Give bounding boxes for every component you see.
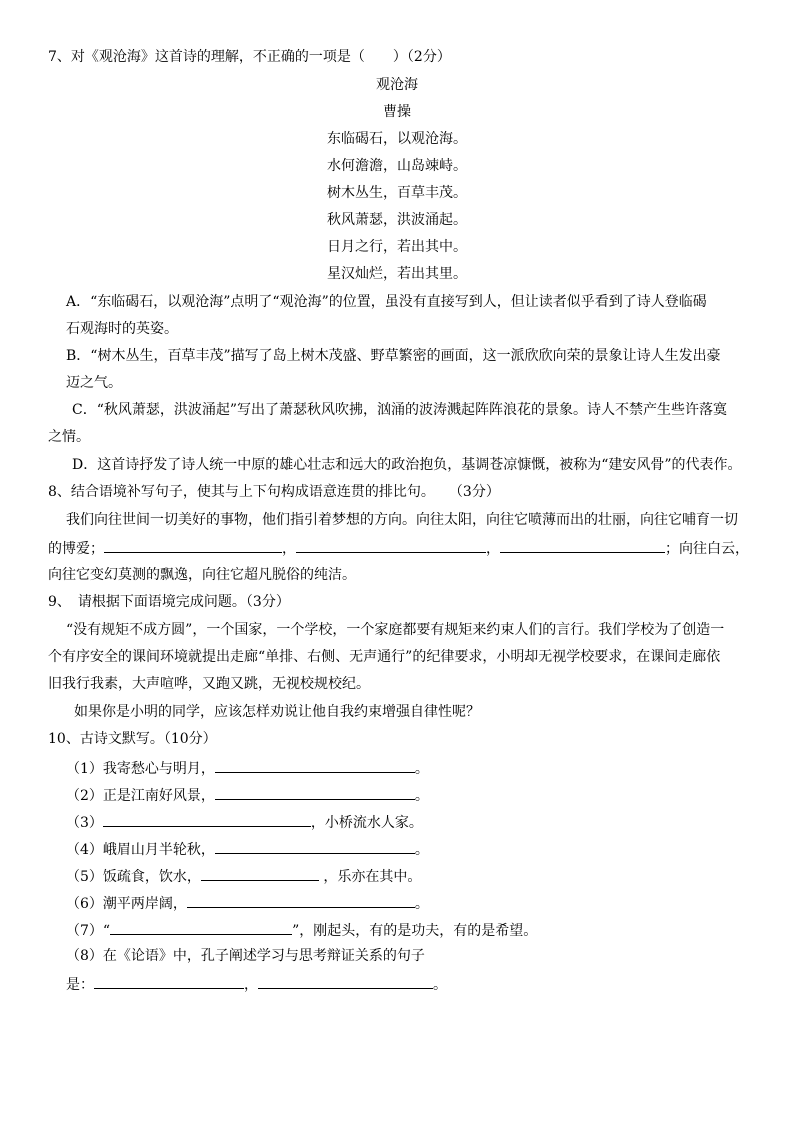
- poem-line-2: 水何澹澹，山岛竦峙。: [327, 158, 467, 174]
- q7-option-d: D．这首诗抒发了诗人统一中原的雄心壮志和远大的政治抱负，基调苍凉慷慨，被称为“建安风骨”的代表作。: [72, 457, 742, 473]
- q7-option-c-cont: 之情。: [48, 429, 90, 445]
- q10-item-4: （4）峨眉山月半轮秋， 。: [66, 838, 429, 860]
- q10-item-8: （8）在《论语》中，孔子阐述学习与思考辩证关系的句子: [66, 948, 425, 964]
- q7-option-a-cont: 石观海时的英姿。: [66, 321, 178, 337]
- q9-question: 如果你是小明的同学，应该怎样劝说让他自我约束增强自律性呢？: [74, 704, 480, 720]
- q9-para-2: 个有序安全的课间环境就提出走廊“单排、右侧、无声通行”的纪律要求，小明却无视学校要求，在课间走廊依: [48, 649, 721, 665]
- poem-line-3: 树木丛生，百草丰茂。: [327, 185, 467, 201]
- poem-line-1: 东临碣石，以观沧海。: [327, 131, 467, 147]
- q10-blank-6[interactable]: [187, 892, 415, 908]
- q8-comma: ，: [282, 541, 296, 557]
- q8-line-2-start: 的博爱；: [48, 541, 104, 557]
- q8-line-2: [48, 537, 749, 559]
- poem-author: 曹操: [383, 104, 411, 120]
- q8-blank-3[interactable]: [500, 537, 665, 553]
- q8-blank-2[interactable]: [296, 537, 486, 553]
- q10-item-2: （2）正是江南好风景， 。: [66, 784, 429, 806]
- q9-para-1: “没有规矩不成方圆”，一个国家，一个学校，一个家庭都要有规矩来约束人们的言行。我们学校为了创造一: [66, 622, 725, 638]
- q8-stem: 8、结合语境补写句子，使其与上下句构成语意连贯的排比句。 （3分）: [48, 484, 500, 500]
- q7-option-c: C．“秋风萧瑟，洪波涌起”写出了萧瑟秋风吹拂，汹涌的波涛溅起阵阵浪花的景象。诗人不禁产生些许落寞: [72, 402, 728, 418]
- q8-comma-2: ，: [486, 541, 500, 557]
- q10-item-7: （7）“ ”，刚起头，有的是功夫，有的是希望。: [66, 919, 537, 941]
- q8-line-2-end: ；向往白云，: [665, 541, 749, 557]
- q10-item-8-cont: 是： ， 。: [66, 973, 447, 995]
- q10-blank-1[interactable]: [215, 757, 415, 773]
- q10-blank-7[interactable]: [110, 919, 292, 935]
- q7-option-b: B．“树木丛生，百草丰茂”描写了岛上树木茂盛、野草繁密的画面，这一派欣欣向荣的景象让诗人生发出豪: [66, 348, 721, 364]
- q10-blank-8a[interactable]: [94, 973, 244, 989]
- q7-option-a: A．“东临碣石，以观沧海”点明了“观沧海”的位置，虽没有直接写到人，但让读者似乎看到了诗人登临碣: [66, 294, 707, 310]
- q10-item-3: （3） ，小桥流水人家。: [66, 811, 423, 833]
- poem-line-5: 日月之行，若出其中。: [327, 239, 467, 255]
- q10-blank-2[interactable]: [215, 784, 415, 800]
- q8-line-1: 我们向往世间一切美好的事物，他们指引着梦想的方向。向往太阳，向往它喷薄而出的壮丽，向往它哺育一切: [66, 512, 738, 528]
- q7-option-b-cont: 迈之气。: [66, 375, 122, 391]
- q7-stem: 7、对《观沧海》这首诗的理解，不正确的一项是（ ）（2分）: [48, 49, 451, 65]
- q10-blank-3[interactable]: [103, 811, 311, 827]
- poem-line-6: 星汉灿烂，若出其里。: [327, 266, 467, 282]
- q9-stem: 9、 请根据下面语境完成问题。（3分）: [48, 594, 290, 610]
- q10-blank-4[interactable]: [215, 838, 415, 854]
- poem-line-4: 秋风萧瑟，洪波涌起。: [327, 212, 467, 228]
- q10-blank-5[interactable]: [201, 865, 319, 881]
- poem-title: 观沧海: [376, 77, 418, 93]
- q10-blank-8b[interactable]: [258, 973, 433, 989]
- q10-item-1: （1）我寄愁心与明月， 。: [66, 757, 429, 779]
- q10-item-5: （5）饭疏食，饮水， ，乐亦在其中。: [66, 865, 421, 887]
- q10-stem: 10、古诗文默写。（10分）: [48, 731, 217, 747]
- q9-para-3: 旧我行我素，大声喧哗，又跑又跳，无视校规校纪。: [48, 676, 370, 692]
- q8-line-3: 向往它变幻莫测的飘逸，向往它超凡脱俗的纯洁。: [48, 567, 356, 583]
- q10-item-6: （6）潮平两岸阔， 。: [66, 892, 429, 914]
- q8-blank-1[interactable]: [104, 537, 282, 553]
